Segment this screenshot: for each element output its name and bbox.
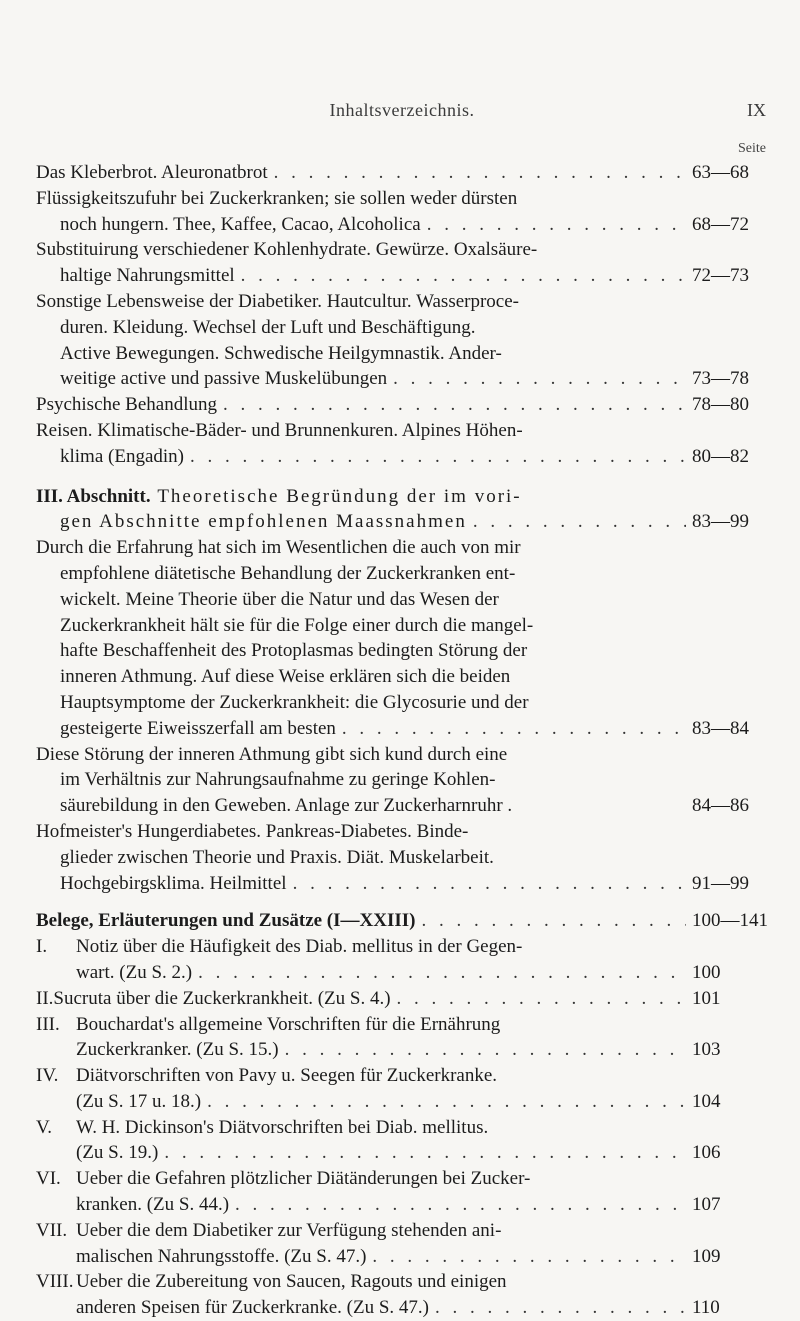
dot-leader xyxy=(223,392,686,418)
page-range: 100 xyxy=(692,961,721,983)
toc-line xyxy=(36,444,768,470)
page-range: 73—78 xyxy=(692,368,749,390)
toc-line-text: malischen Nahrungsstoffe. (Zu S. 47.) xyxy=(76,1245,367,1267)
toc-line-text: Flüssigkeitszufuhr bei Zuckerkranken; sie sollen weder dürsten xyxy=(36,187,518,209)
section-title-line: Theoretische Begründung der im vori- xyxy=(150,485,522,507)
page-range: 110 xyxy=(692,1297,720,1319)
dot-leader xyxy=(164,1140,686,1166)
appendix-entry xyxy=(36,1115,768,1167)
toc-line-text: Psychische Behandlung xyxy=(36,394,218,416)
page-range: 101 xyxy=(692,987,721,1009)
page-range: 107 xyxy=(692,1194,721,1216)
toc-line-text: Notiz über die Häufigkeit des Diab. mellitus in der Gegen- xyxy=(76,936,523,958)
dot-leader xyxy=(421,908,686,934)
page-range: 109 xyxy=(692,1245,721,1267)
toc-line-text: Substituirung verschiedener Kohlenhydrate. Gewürze. Oxalsäure- xyxy=(36,239,538,261)
page-range: 68—72 xyxy=(692,213,749,235)
dot-leader xyxy=(435,1295,686,1321)
toc-line xyxy=(36,263,768,289)
page-range: 100—141 xyxy=(692,910,768,932)
toc-line xyxy=(36,1063,768,1089)
toc-line-text: empfohlene diätetische Behandlung der Zuckerkranken ent- xyxy=(60,562,516,584)
belege-heading xyxy=(36,908,768,934)
toc-line xyxy=(36,1166,768,1192)
appendix-entry xyxy=(36,986,768,1012)
toc-line-text: gesteigerte Eiweisszerfall am besten xyxy=(60,717,336,739)
toc-line-text: Reisen. Klimatische-Bäder- und Brunnenkuren. Alpines Höhen- xyxy=(36,419,523,441)
section-gap xyxy=(36,896,768,908)
toc-line xyxy=(36,767,768,793)
page-range: 103 xyxy=(692,1039,721,1061)
toc-line xyxy=(36,986,768,1012)
toc-line-text: weitige active und passive Muskelübungen xyxy=(60,368,388,390)
appendix-number: VIII. xyxy=(36,1271,74,1293)
toc-line-text: (Zu S. 17 u. 18.) xyxy=(76,1090,202,1112)
toc-line xyxy=(36,908,768,934)
toc-line-text: Sucruta über die Zuckerkrankheit. (Zu S. 4.) xyxy=(53,987,391,1009)
toc-line xyxy=(36,638,768,664)
running-head xyxy=(36,0,768,156)
dot-leader xyxy=(473,509,686,535)
toc-line-text: W. H. Dickinson's Diätvorschriften bei Diab. mellitus. xyxy=(76,1116,489,1138)
toc-line xyxy=(36,613,768,639)
page-range: 84—86 xyxy=(692,795,749,817)
toc-line xyxy=(36,587,768,613)
toc-line xyxy=(36,1012,768,1038)
toc-line-text: wart. (Zu S. 2.) xyxy=(76,961,193,983)
appendix-entry xyxy=(36,1269,768,1321)
toc-entry xyxy=(36,289,768,392)
toc-line-text: Hofmeister's Hungerdiabetes. Pankreas-Diabetes. Binde- xyxy=(36,820,469,842)
toc-entry xyxy=(36,418,768,470)
section-label: III. Abschnitt. xyxy=(36,485,151,507)
toc-line-text: (Zu S. 19.) xyxy=(76,1142,159,1164)
page-range: 106 xyxy=(692,1142,721,1164)
dot-leader xyxy=(293,871,686,897)
toc-line xyxy=(36,1089,768,1115)
dot-leader xyxy=(427,212,686,238)
toc-line-text: noch hungern. Thee, Kaffee, Cacao, Alcoholica xyxy=(60,213,421,235)
toc-line-text: Zuckerkrankheit hält sie für die Folge einer durch die mangel- xyxy=(60,614,534,636)
toc-line-text: duren. Kleidung. Wechsel der Luft und Beschäftigung. xyxy=(60,316,476,338)
appendix-number: IV. xyxy=(36,1065,59,1087)
toc-line xyxy=(36,716,768,742)
dot-leader xyxy=(393,366,686,392)
book-page xyxy=(36,0,768,1319)
toc-line-text: Hochgebirgsklima. Heilmittel xyxy=(60,872,287,894)
toc-entry xyxy=(36,392,768,418)
dot-leader xyxy=(207,1089,686,1115)
toc-line xyxy=(36,1192,768,1218)
dot-leader xyxy=(372,1244,686,1270)
toc-entry xyxy=(36,819,768,896)
toc-line xyxy=(36,845,768,871)
toc-line xyxy=(36,418,768,444)
toc-line-text: Ueber die dem Diabetiker zur Verfügung stehenden ani- xyxy=(76,1219,502,1241)
appendix-number: VI. xyxy=(36,1168,61,1190)
toc-line-text: Ueber die Gefahren plötzlicher Diätänderungen bei Zucker- xyxy=(76,1168,531,1190)
appendix-number: V. xyxy=(36,1116,53,1138)
page-range: 80—82 xyxy=(692,445,749,467)
appendix-entry xyxy=(36,934,768,986)
appendix-entry xyxy=(36,1063,768,1115)
toc-line xyxy=(36,341,768,367)
toc-line xyxy=(36,237,768,263)
toc-line xyxy=(36,315,768,341)
running-title: Inhaltsverzeichnis. xyxy=(329,100,475,120)
toc-line-text: Durch die Erfahrung hat sich im Wesentlichen die auch von mir xyxy=(36,537,521,559)
page-range: 104 xyxy=(692,1090,721,1112)
toc-entry xyxy=(36,186,768,238)
toc-line-text: glieder zwischen Theorie und Praxis. Diät. Muskelarbeit. xyxy=(60,846,494,868)
toc-line-text: Hauptsymptome der Zuckerkrankheit: die Glycosurie und der xyxy=(60,691,529,713)
page-range: 83—84 xyxy=(692,717,749,739)
dot-leader xyxy=(198,960,686,986)
toc-line-text: kranken. (Zu S. 44.) xyxy=(76,1194,230,1216)
page-range: 83—99 xyxy=(692,511,749,533)
page-range: 72—73 xyxy=(692,265,749,287)
toc-entry xyxy=(36,535,768,741)
section-gap xyxy=(36,470,768,484)
toc-line xyxy=(36,871,768,897)
toc-line xyxy=(36,742,768,768)
toc-line-text: Diese Störung der inneren Athmung gibt sich kund durch eine xyxy=(36,743,508,765)
toc-line-text: klima (Engadin) xyxy=(60,445,184,467)
toc-line-text: im Verhältnis zur Nahrungsaufnahme zu geringe Kohlen- xyxy=(60,769,496,791)
toc-line xyxy=(36,509,768,535)
toc-entry xyxy=(36,237,768,289)
toc-line-text: Bouchardat's allgemeine Vorschriften für die Ernährung xyxy=(76,1013,501,1035)
toc-line xyxy=(36,186,768,212)
spacer xyxy=(512,793,692,819)
toc-entry xyxy=(36,160,768,186)
appendix-entry xyxy=(36,1166,768,1218)
toc-line xyxy=(36,934,768,960)
toc-line-text: säurebildung in den Geweben. Anlage zur Zuckerharnruhr . xyxy=(60,795,513,817)
appendix-number: II. xyxy=(36,987,54,1009)
dot-leader xyxy=(190,444,686,470)
page-number: IX xyxy=(747,100,766,120)
toc-line xyxy=(36,664,768,690)
toc-line-text: Active Bewegungen. Schwedische Heilgymnastik. Ander- xyxy=(60,342,502,364)
toc-line-text: haltige Nahrungsmittel xyxy=(60,265,235,287)
toc-line-text: Zuckerkranker. (Zu S. 15.) xyxy=(76,1039,279,1061)
dot-leader xyxy=(397,986,686,1012)
dot-leader xyxy=(235,1192,686,1218)
toc-line xyxy=(36,960,768,986)
toc-line-text: Ueber die Zubereitung von Saucen, Ragouts und einigen xyxy=(76,1271,507,1293)
toc-line xyxy=(36,484,768,510)
appendix-number: I. xyxy=(36,936,48,958)
toc-line xyxy=(36,819,768,845)
appendix-entry xyxy=(36,1012,768,1064)
toc-line-text: Sonstige Lebensweise der Diabetiker. Hautcultur. Wasserproce- xyxy=(36,290,519,312)
toc-line-text: Das Kleberbrot. Aleuronatbrot xyxy=(36,162,268,183)
page-range: 78—80 xyxy=(692,394,749,416)
toc-entry xyxy=(36,742,768,819)
belege-title: Belege, Erläuterungen und Zusätze (I—XXIII) xyxy=(36,910,416,932)
toc-line xyxy=(36,561,768,587)
toc-line-text: Diätvorschriften von Pavy u. Seegen für Zuckerkranke. xyxy=(76,1065,498,1087)
seite-column-label: Seite xyxy=(738,141,766,156)
toc-line xyxy=(36,1115,768,1141)
toc-line-text: anderen Speisen für Zuckerkranke. (Zu S. 47.) xyxy=(76,1297,429,1319)
page-range: 91—99 xyxy=(692,872,749,894)
dot-leader xyxy=(274,160,686,186)
toc-line-text: inneren Athmung. Auf diese Weise erklären sich die beiden xyxy=(60,666,511,688)
toc-line xyxy=(36,1037,768,1063)
dot-leader xyxy=(285,1037,686,1063)
appendix-number: III. xyxy=(36,1013,60,1035)
toc-line xyxy=(36,160,768,186)
dot-leader xyxy=(342,716,686,742)
appendix-number: VII. xyxy=(36,1219,68,1241)
toc-line xyxy=(36,535,768,561)
toc-line-text: hafte Beschaffenheit des Protoplasmas bedingten Störung der xyxy=(60,640,528,662)
toc-line xyxy=(36,1244,768,1270)
page-range: 63—68 xyxy=(692,162,749,183)
appendix-entry xyxy=(36,1218,768,1270)
table-of-contents xyxy=(36,160,768,1321)
section-title-line: gen Abschnitte empfohlenen Maassnahmen xyxy=(60,511,467,533)
toc-line xyxy=(36,366,768,392)
toc-line xyxy=(36,690,768,716)
toc-line xyxy=(36,212,768,238)
toc-line-text: wickelt. Meine Theorie über die Natur und das Wesen der xyxy=(60,588,499,610)
toc-line xyxy=(36,289,768,315)
toc-line xyxy=(36,1218,768,1244)
toc-line xyxy=(36,1295,768,1321)
dot-leader xyxy=(241,263,686,289)
toc-line xyxy=(36,793,768,819)
toc-line xyxy=(36,1140,768,1166)
toc-line xyxy=(36,1269,768,1295)
toc-line xyxy=(36,392,768,418)
section-heading-3 xyxy=(36,484,768,536)
